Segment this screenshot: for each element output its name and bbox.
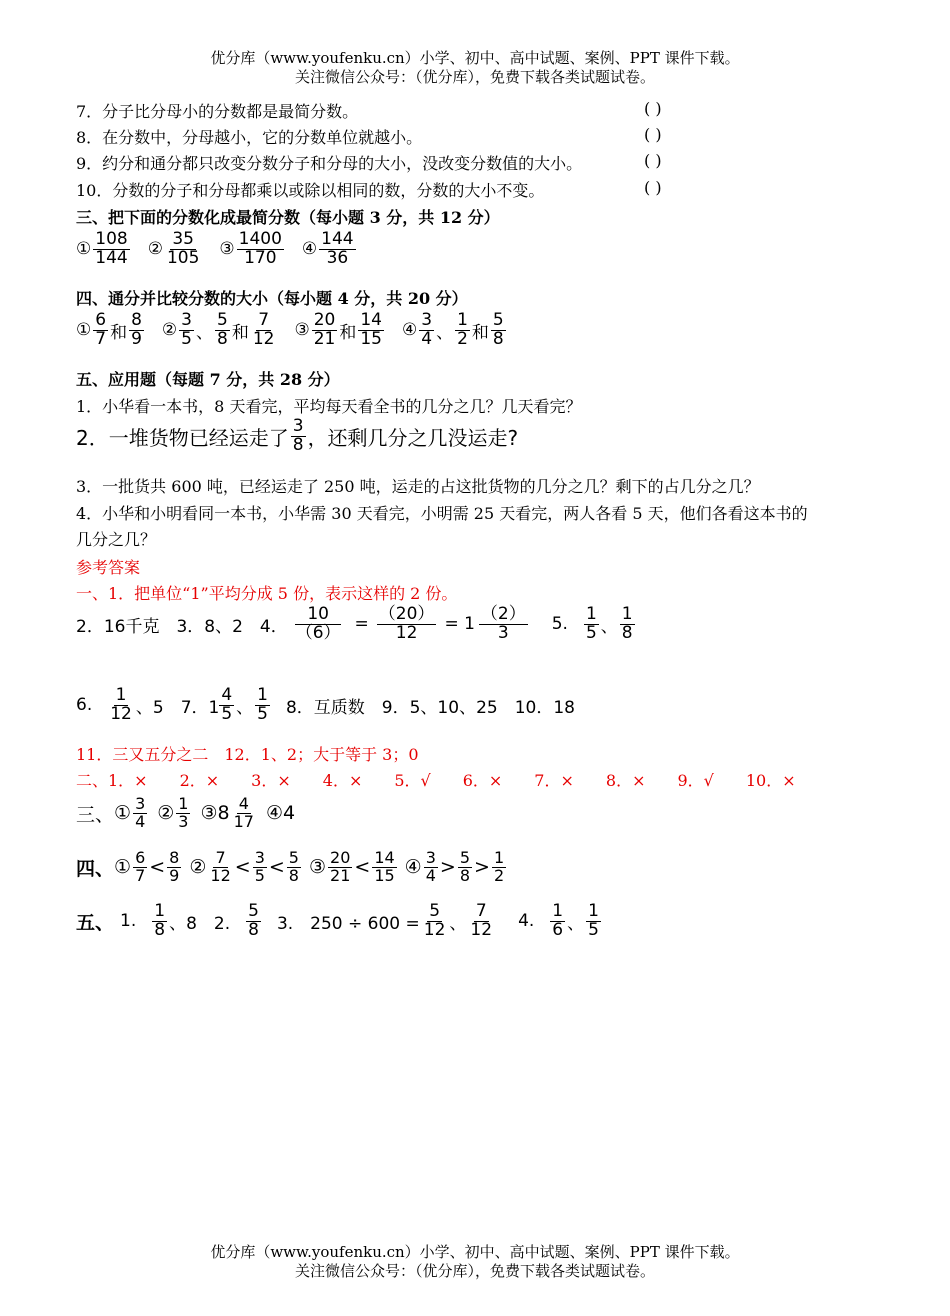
mark-2: ② — [157, 802, 175, 825]
answer-text: 3. 250 ÷ 600 = — [276, 913, 420, 934]
fraction-3-8: $\frac{3}{8}$ — [292, 416, 304, 455]
mark-1: ① — [114, 802, 132, 825]
answer-text: 5. — [551, 614, 568, 635]
fraction: $\frac{1}{5}$ — [585, 604, 597, 643]
fraction: $\frac{5}{12}$ — [423, 901, 446, 940]
mark-2: ② — [161, 320, 178, 341]
answer-text: 4. — [518, 911, 535, 932]
fraction-108-144: $\frac{108}{144}$ — [95, 229, 128, 268]
mark-1: ① — [114, 856, 132, 879]
fraction: $\frac{1}{8}$ — [621, 604, 633, 643]
separator: 、 — [436, 322, 454, 343]
fraction: $\frac{10}{(6)}$ — [295, 604, 341, 643]
answer-text: 6. — [76, 695, 93, 716]
application-question-4-cont: 几分之几？ — [76, 530, 157, 549]
fraction: $\frac{3}{5}$ — [181, 310, 192, 349]
fraction: $\frac{5}{8}$ — [492, 310, 504, 349]
equals-sign: = — [354, 614, 369, 635]
fraction-1400-170: $\frac{1400}{170}$ — [238, 229, 282, 268]
fraction: $\frac{1}{2}$ — [493, 848, 505, 885]
fraction: $\frac{(2)}{3}$ — [480, 604, 526, 643]
fraction: $\frac{6}{7}$ — [135, 848, 146, 885]
fraction-144-36: $\frac{144}{36}$ — [321, 229, 354, 268]
section-3-fractions — [76, 231, 374, 268]
answer-section-4 — [76, 850, 524, 885]
answer-line-3 — [76, 687, 575, 724]
mark-1: ① — [76, 239, 92, 260]
fraction: $\frac{1}{6}$ — [552, 901, 564, 940]
fraction: $\frac{1}{5}$ — [257, 685, 268, 724]
mark-3: ③ — [219, 239, 235, 260]
answer-section-5 — [76, 903, 603, 940]
answers-title: 参考答案 — [76, 558, 141, 577]
fraction: $\frac{1}{2}$ — [457, 310, 468, 349]
answer-text: 1. — [120, 911, 137, 932]
answer-text: 、5 7．1 — [135, 697, 220, 718]
header-line-1: 优分库（www.youfenku.cn）小学、初中、高中试题、案例、PPT 课件下载。 — [210, 49, 740, 67]
separator: 、 — [236, 697, 254, 718]
application-question-1: 1．小华看一本书，8 天看完，平均每天看全书的几分之几？几天看完？ — [76, 397, 582, 416]
answer-section-1-item-1: 一、1．把单位“1”平均分成 5 份，表示这样的 2 份。 — [76, 584, 458, 603]
fraction: $\frac{14}{15}$ — [374, 848, 395, 885]
fraction: $\frac{1}{12}$ — [110, 685, 132, 724]
mark-4: ④ — [401, 320, 418, 341]
judge-question-7: 7．分子比分母小的分数都是最简分数。 — [76, 102, 359, 121]
fraction: $\frac{5}{8}$ — [248, 901, 259, 940]
fraction: $\frac{3}{4}$ — [135, 794, 146, 831]
answer-paren-9: ( ) — [644, 151, 662, 170]
answer-section-1-item-11: 11．三又五分之二 12．1、2；大于等于 3；0 — [76, 745, 419, 764]
footer-line-2: 关注微信公众号：（优分库），免费下载各类试题试卷。 — [294, 1262, 655, 1280]
conjunction: 和 — [471, 322, 489, 343]
fraction: $\frac{6}{7}$ — [95, 310, 107, 349]
fraction: $\frac{20}{21}$ — [313, 310, 336, 349]
less-than: < — [268, 856, 285, 879]
conjunction: 和 — [231, 322, 249, 343]
fraction: $\frac{14}{15}$ — [360, 310, 382, 349]
answer-section-2: 二、1．× 2．× 3．× 4．× 5．√ 6．× 7．× 8．× 9．√ 10．× — [76, 771, 796, 790]
section-label: 四、 — [76, 857, 115, 880]
mark-3: ③ — [294, 320, 310, 341]
answer-text: 2．16千克 3．8、2 4． — [76, 616, 288, 637]
mark-1: ① — [76, 320, 92, 341]
mark-3: ③ — [308, 856, 327, 879]
section-label: 三、 — [76, 803, 115, 826]
separator: 、 — [600, 616, 618, 637]
less-than: < — [354, 856, 371, 879]
less-than: < — [149, 856, 166, 879]
fraction: $\frac{(20)}{12}$ — [378, 604, 435, 643]
mark-2: ② — [147, 239, 163, 260]
footer-line-1: 优分库（www.youfenku.cn）小学、初中、高中试题、案例、PPT 课件下载。 — [210, 1243, 740, 1261]
question-2-text-a: 2．一堆货物已经运走了 — [76, 425, 289, 450]
fraction: $\frac{3}{5}$ — [254, 848, 265, 885]
header-line-2: 关注微信公众号：（优分库），免费下载各类试题试卷。 — [294, 68, 655, 86]
fraction: $\frac{7}{12}$ — [210, 848, 231, 885]
application-question-2 — [76, 418, 518, 455]
greater-than: > — [474, 856, 490, 879]
section-3-title: 三、把下面的分数化成最简分数（每小题 3 分，共 12 分） — [76, 208, 500, 227]
fraction: $\frac{20}{21}$ — [330, 848, 351, 885]
separator: 、 — [449, 913, 467, 934]
fraction: $\frac{4}{17}$ — [233, 794, 254, 831]
answer-text: 8．互质数 9．5、10、25 10．18 — [285, 697, 575, 718]
application-question-4: 4．小华和小明看同一本书，小华需 30 天看完，小明需 25 天看完，两人各看 5 天，他们各看这本书的 — [76, 504, 808, 523]
fraction: $\frac{1}{5}$ — [588, 901, 599, 940]
question-2-text-b: ，还剩几分之几没运走? — [307, 425, 519, 450]
fraction-35-105: $\frac{35}{105}$ — [166, 229, 200, 268]
mark-3: ③8 — [200, 802, 230, 825]
answer-text: 、8 2. — [169, 913, 231, 934]
answer-line-2 — [76, 606, 637, 643]
judge-question-9: 9．约分和通分都只改变分数分子和分母的大小，没改变分数值的大小。 — [76, 154, 583, 173]
judge-question-8: 8．在分数中，分母越小，它的分数单位就越小。 — [76, 128, 423, 147]
judge-question-10: 10．分数的分子和分母都乘以或除以相同的数，分数的大小不变。 — [76, 181, 545, 200]
fraction: $\frac{5}{8}$ — [288, 848, 299, 885]
separator: 、 — [195, 322, 213, 343]
answer-paren-10: ( ) — [644, 178, 662, 197]
fraction: $\frac{3}{4}$ — [425, 848, 436, 885]
mark-2: ② — [189, 856, 207, 879]
conjunction: 和 — [110, 322, 128, 343]
separator: 、 — [567, 913, 585, 934]
answer-section-3 — [76, 796, 295, 831]
mark-4: ④ — [301, 239, 318, 260]
fraction: $\frac{5}{8}$ — [216, 310, 228, 349]
section-4-title: 四、通分并比较分数的大小（每小题 4 分，共 20 分） — [76, 289, 468, 308]
mark-4: ④ — [404, 856, 422, 879]
fraction: $\frac{3}{4}$ — [421, 310, 433, 349]
less-than: < — [234, 856, 251, 879]
fraction: $\frac{1}{8}$ — [154, 901, 166, 940]
mark-4: ④4 — [265, 802, 296, 825]
fraction: $\frac{7}{12}$ — [252, 310, 275, 349]
section-5-title: 五、应用题（每题 7 分，共 28 分） — [76, 370, 340, 389]
application-question-3: 3．一批货共 600 吨，已经运走了 250 吨，运走的占这批货物的几分之几？剩下的占几分之几？ — [76, 477, 760, 496]
fraction: $\frac{8}{9}$ — [169, 848, 180, 885]
fraction: $\frac{1}{3}$ — [178, 794, 189, 831]
conjunction: 和 — [339, 322, 357, 343]
fraction: $\frac{4}{5}$ — [221, 685, 233, 724]
section-4-fractions — [76, 312, 524, 349]
answer-paren-7: ( ) — [644, 99, 662, 118]
fraction: $\frac{8}{9}$ — [131, 310, 142, 349]
fraction: $\frac{5}{8}$ — [459, 848, 471, 885]
greater-than: > — [439, 856, 456, 879]
answer-paren-8: ( ) — [644, 125, 662, 144]
fraction: $\frac{7}{12}$ — [470, 901, 493, 940]
equals-sign: = 1 — [444, 614, 475, 635]
section-label: 五、 — [76, 911, 115, 934]
